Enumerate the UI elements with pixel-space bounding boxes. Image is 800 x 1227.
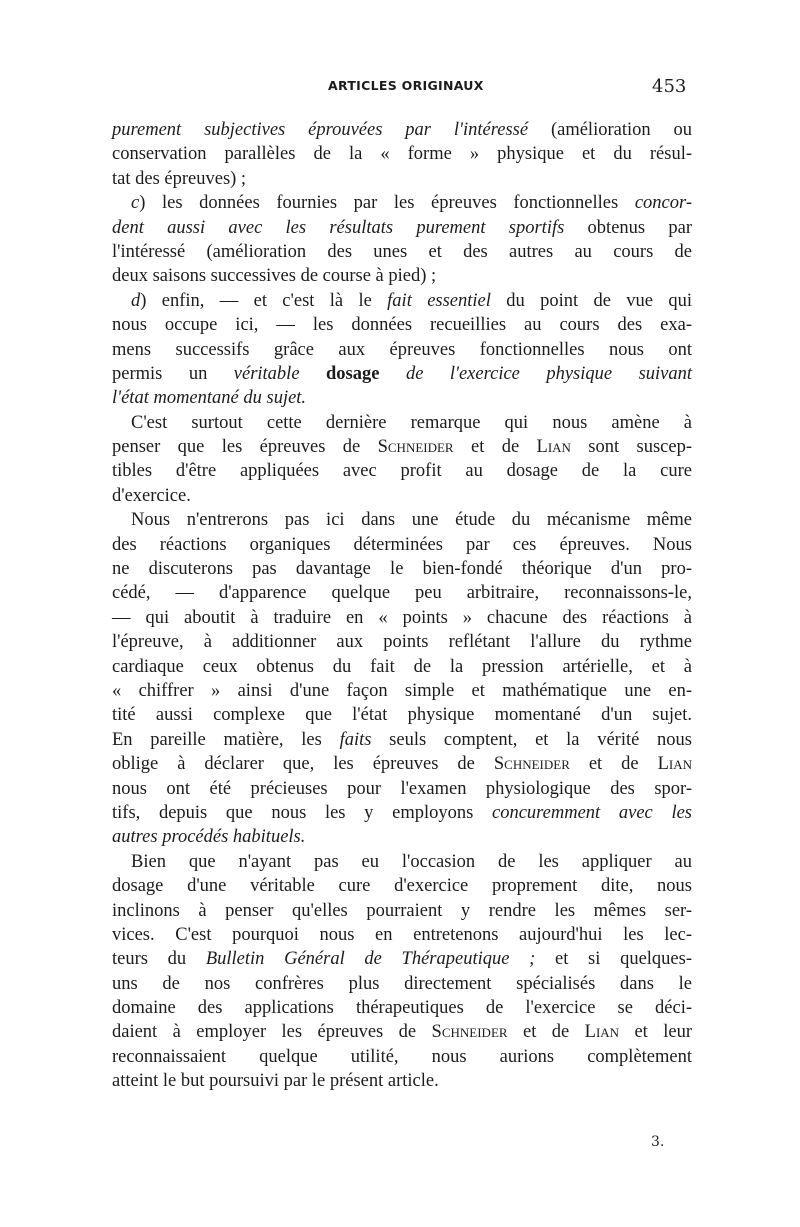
text-segment: du point de vue qui	[490, 290, 693, 311]
text-segment: l'intéressé (amélioration des unes et des autres au cours de	[112, 241, 692, 262]
text-segment	[379, 364, 405, 384]
text-segment: tité aussi complexe que l'état physique momentané d'un sujet.	[112, 705, 692, 726]
text-line	[112, 679, 692, 703]
text-segment: penser que les épreuves de	[112, 437, 378, 458]
text-segment: — qui aboutit à traduire en « points » chacune des réactions à	[112, 607, 692, 628]
text-line	[112, 216, 692, 240]
text-segment: c	[131, 193, 140, 214]
text-segment: concor-	[634, 193, 692, 214]
text-line	[112, 850, 692, 874]
text-line	[112, 996, 692, 1020]
text-line	[112, 289, 692, 313]
text-line	[112, 728, 692, 752]
text-line	[112, 435, 692, 459]
text-line	[112, 386, 692, 410]
text-segment: l'état momentané du sujet.	[112, 388, 307, 409]
text-segment: C'est surtout cette dernière remarque qui nous amène à	[131, 412, 692, 433]
running-head: ARTICLES ORIGINAUX	[328, 78, 484, 93]
text-segment: et de	[569, 754, 658, 775]
text-line	[112, 825, 692, 849]
text-segment: (amélioration ou	[528, 120, 693, 140]
text-segment: Lian	[536, 437, 571, 458]
text-segment: autres procédés habituels.	[112, 827, 306, 848]
text-segment: Nous n'entrerons pas ici dans une étude du mécanisme même	[131, 510, 692, 531]
text-segment: fait essentiel	[387, 290, 491, 311]
text-line	[112, 752, 692, 776]
text-segment: véritable	[233, 363, 300, 384]
text-segment: uns de nos confrères plus directement spécialisés dans le	[112, 973, 692, 994]
text-segment: ) enfin, — et c'est là le	[140, 290, 388, 311]
text-line	[112, 630, 692, 654]
text-line	[112, 801, 692, 825]
page-header	[0, 76, 800, 102]
text-segment: l'épreuve, à additionner aux points reflétant l'allure du rythme	[112, 632, 692, 653]
page-number: 453	[652, 76, 687, 97]
text-line	[112, 118, 692, 142]
text-segment: atteint le but poursuivi par le présent article.	[112, 1071, 439, 1092]
text-segment: Bien que n'ayant pas eu l'occasion de les appliquer au	[131, 851, 692, 872]
text-segment: dosage	[326, 363, 380, 384]
text-segment: obtenus par	[564, 217, 692, 238]
signature-mark: 3.	[651, 1134, 665, 1150]
text-segment: oblige à déclarer que, les épreuves de	[112, 754, 494, 775]
text-segment: ) les données fournies par les épreuves fonctionnelles	[139, 193, 635, 214]
text-segment: de l'exercice physique suivant	[405, 363, 693, 384]
text-segment: mens successifs grâce aux épreuves fonctionnelles nous ont	[112, 339, 692, 360]
text-line	[112, 484, 692, 508]
text-segment: et de	[453, 437, 537, 458]
text-segment: cardiaque ceux obtenus du fait de la pression artérielle, et à	[112, 656, 692, 677]
text-segment: tat des épreuves) ;	[112, 168, 247, 189]
text-segment: dent aussi avec les résultats purement sportifs	[112, 217, 565, 238]
text-line	[112, 923, 692, 947]
text-line	[112, 606, 692, 630]
text-segment: Schneider	[493, 754, 570, 775]
text-segment: Lian	[657, 754, 692, 775]
text-line	[112, 557, 692, 581]
text-segment: conservation parallèles de la « forme » physique et du résul-	[112, 144, 692, 165]
text-segment: En pareille matière, les	[112, 729, 340, 750]
text-segment: reconnaissaient quelque utilité, nous aurions complètement	[112, 1046, 692, 1067]
text-segment	[300, 364, 326, 384]
text-segment: domaine des applications thérapeutiques de l'exercice se déci-	[112, 998, 692, 1019]
text-segment: cédé, — d'apparence quelque peu arbitraire, reconnaissons-le,	[112, 583, 692, 604]
text-line	[112, 313, 692, 337]
text-segment: tibles d'être appliquées avec profit au dosage de la cure	[112, 461, 692, 482]
text-segment: nous occupe ici, — les données recueillies au cours des exa-	[112, 315, 692, 336]
text-segment: « chiffrer » ainsi d'une façon simple et mathématique une en-	[112, 680, 692, 701]
text-line	[112, 191, 692, 215]
text-line	[112, 777, 692, 801]
text-segment: et si quelques-	[535, 949, 692, 970]
article-body	[112, 118, 692, 1094]
text-segment: faits	[339, 729, 372, 750]
text-segment: Schneider	[377, 437, 454, 458]
text-segment: nous ont été précieuses pour l'examen physiologique des spor-	[112, 778, 692, 799]
text-segment: et leur	[619, 1022, 692, 1043]
text-line	[112, 264, 692, 288]
text-line	[112, 508, 692, 532]
text-line	[112, 947, 692, 971]
text-line	[112, 655, 692, 679]
text-line	[112, 338, 692, 362]
text-line	[112, 581, 692, 605]
text-segment: vices. C'est pourquoi nous en entretenons aujourd'hui les lec-	[112, 924, 692, 945]
text-segment: d'exercice.	[112, 485, 191, 506]
text-segment: deux saisons successives de course à pied) ;	[112, 266, 437, 287]
text-segment: d	[131, 290, 141, 311]
text-line	[112, 899, 692, 923]
text-line	[112, 1045, 692, 1069]
text-segment: tifs, depuis que nous les y employons	[112, 802, 492, 823]
text-segment: permis un	[112, 363, 234, 384]
text-segment: concuremment avec les	[491, 802, 692, 823]
text-line	[112, 362, 692, 386]
text-line	[112, 972, 692, 996]
text-line	[112, 459, 692, 483]
text-segment: et de	[507, 1022, 585, 1043]
text-segment: Lian	[584, 1022, 620, 1043]
text-line	[112, 703, 692, 727]
text-line	[112, 167, 692, 191]
text-segment: purement subjectives éprouvées par l'intéressé	[112, 120, 529, 140]
text-line	[112, 1069, 692, 1093]
text-segment: seuls comptent, et la vérité nous	[371, 729, 693, 750]
text-line	[112, 533, 692, 557]
text-segment: dosage d'une véritable cure d'exercice proprement dite, nous	[112, 876, 692, 897]
text-segment: des réactions organiques déterminées par ces épreuves. Nous	[112, 534, 692, 555]
text-segment: daient à employer les épreuves de	[112, 1022, 432, 1043]
text-segment: teurs du	[112, 949, 206, 970]
text-segment: Schneider	[431, 1022, 508, 1043]
text-line	[112, 874, 692, 898]
text-segment: ne discuterons pas davantage le bien-fondé théorique d'un pro-	[112, 559, 692, 580]
text-segment: Bulletin Général de Thérapeutique ;	[205, 949, 536, 970]
text-line	[112, 1020, 692, 1044]
text-segment: sont suscep-	[570, 437, 692, 458]
text-line	[112, 240, 692, 264]
text-line	[112, 142, 692, 166]
text-line	[112, 411, 692, 435]
text-segment: inclinons à penser qu'elles pourraient y rendre les mêmes ser-	[112, 900, 692, 921]
